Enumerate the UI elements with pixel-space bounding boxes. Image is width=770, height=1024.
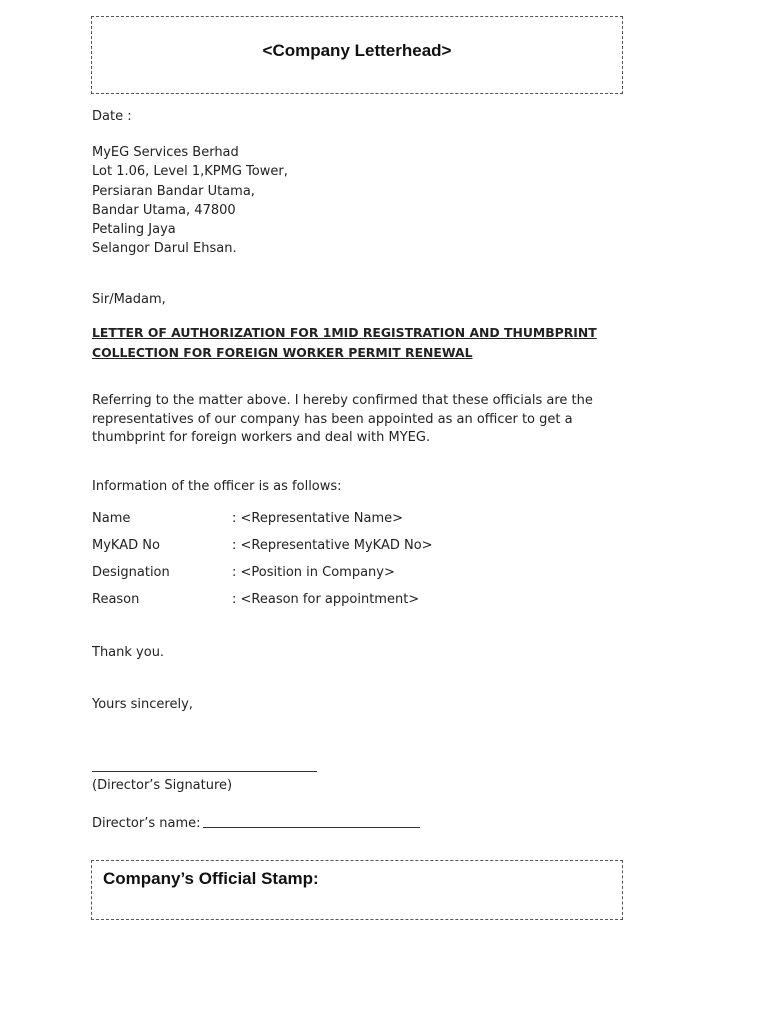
official-stamp-box [91,860,623,920]
address-line: Petaling Jaya [92,222,176,238]
body-line: thumbprint for foreign workers and deal with MYEG. [92,430,431,445]
officer-reason-value: : <Reason for appointment> [232,592,420,607]
stamp-title: Company’s Official Stamp: [103,869,319,888]
closing-text: Yours sincerely, [92,697,193,712]
letterhead-title: <Company Letterhead> [262,41,452,60]
body-paragraph [92,392,593,448]
officer-designation-label: Designation [92,565,170,580]
officer-info-intro: Information of the officer is as follows: [92,479,342,494]
body-line: Referring to the matter above. I hereby confirmed that these officials are the [92,393,593,408]
officer-designation-value: : <Position in Company> [232,565,395,580]
address-line: Persiaran Bandar Utama, [92,183,255,199]
salutation: Sir/Madam, [92,292,166,307]
signature-line [92,771,317,772]
subject-heading [92,323,597,363]
director-name-line [203,827,420,828]
body-line: representatives of our company has been appointed as an officer to get a [92,411,573,427]
officer-mykad-value: : <Representative MyKAD No> [232,538,433,553]
subject-line: COLLECTION FOR FOREIGN WORKER PERMIT RENEWAL [92,345,473,360]
officer-name-label: Name [92,511,131,526]
officer-mykad-label: MyKAD No [92,538,160,553]
address-line: Selangor Darul Ehsan. [92,241,237,257]
signature-caption: (Director’s Signature) [92,778,233,793]
address-line: Lot 1.06, Level 1,KPMG Tower, [92,164,288,180]
recipient-address [92,143,288,259]
letterhead-box [91,16,623,94]
director-name-label: Director’s name: [92,816,201,831]
subject-line: LETTER OF AUTHORIZATION FOR 1MID REGISTRATION AND THUMBPRINT [92,325,597,340]
address-line: MyEG Services Berhad [92,145,239,160]
officer-reason-label: Reason [92,592,140,607]
officer-name-value: : <Representative Name> [232,511,404,526]
thank-you-text: Thank you. [92,645,165,660]
address-line: Bandar Utama, 47800 [92,202,236,218]
date-label: Date : [92,109,132,124]
